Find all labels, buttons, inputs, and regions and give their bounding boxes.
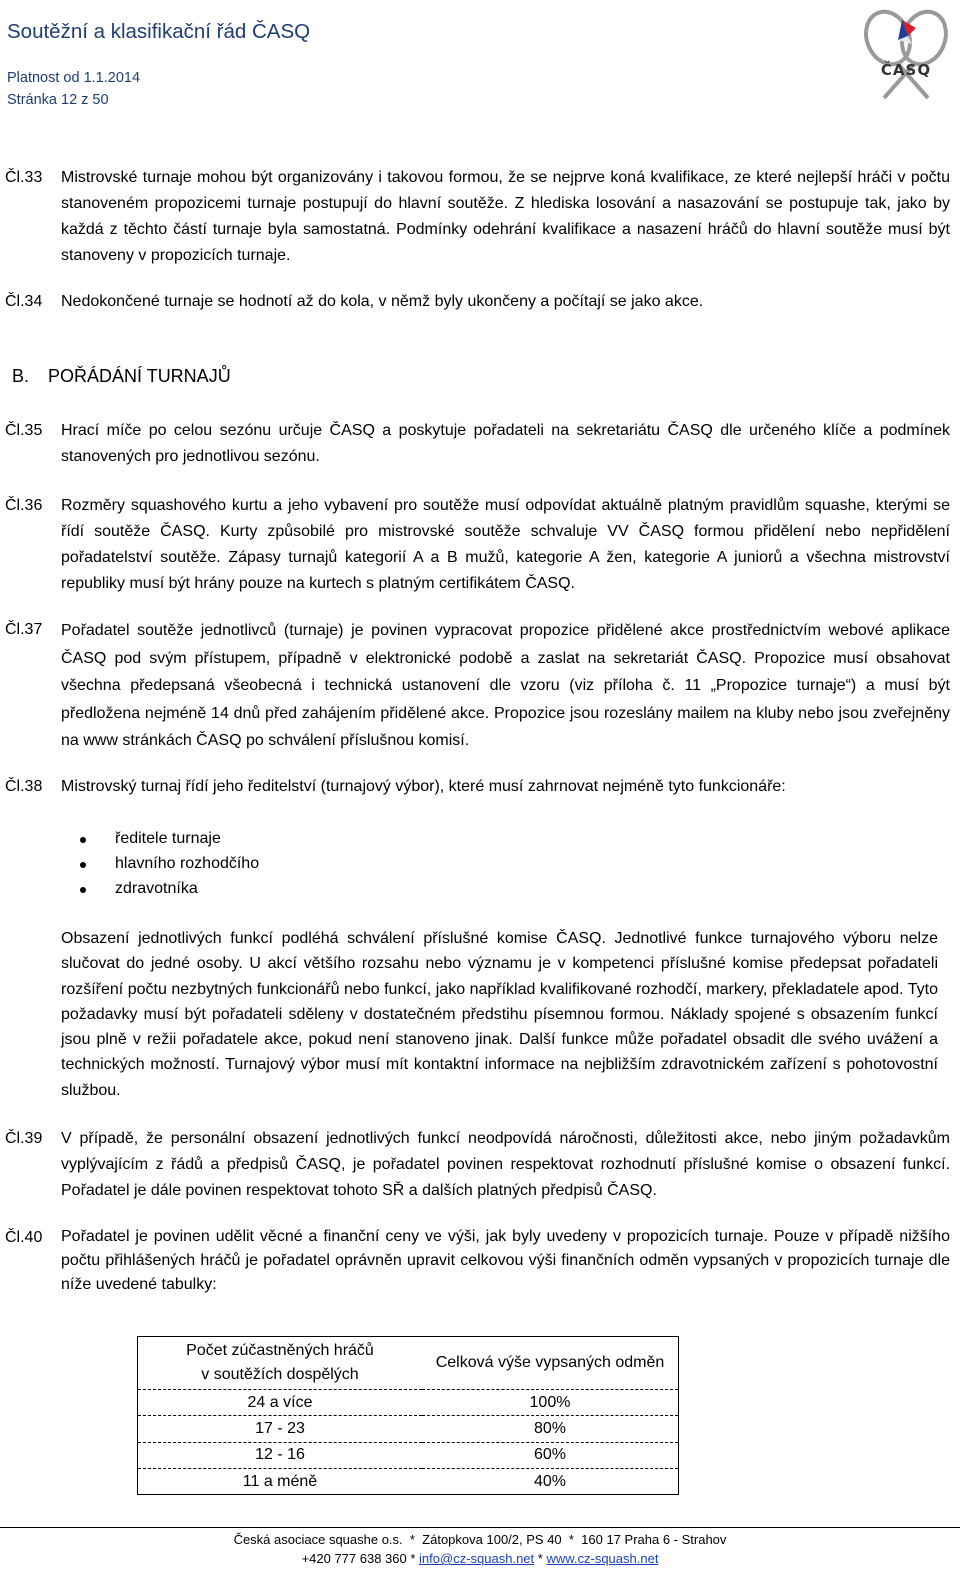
- footer-phone: +420 777 638 360: [301, 1551, 407, 1566]
- validity-date: Platnost od 1.1.2014: [7, 70, 141, 86]
- table-row: [138, 1468, 679, 1494]
- section-letter: B.: [12, 366, 30, 386]
- squash-rackets-logo-icon: [858, 6, 954, 102]
- article-text: Pořadatel soutěže jednotlivců (turnaje) je povinen vypracovat propozice přidělené akce prostřednictvím webové aplikace ČASQ pod svým přístupem, případně v elektronické podobě a zaslat na sekretariát ČASQ. Propozice musí obsahovat všechna předepsaná všeobecná i technická ustanovení dle vzoru (viz příloha č. 11 „Propozice turnaje“) a musí být předložena nejméně 14 dnů před zahájením přidělené akce. Propozice jsou rozeslány mailem na kluby nebo jsou zveřejněny na www stránkách ČASQ po schválení příslušnou komisí.: [61, 622, 950, 749]
- players-column-header: Počet zúčastněných hráčů v soutěžích dospělých: [138, 1337, 423, 1390]
- footer-contacts: +420 777 638 360 * info@cz-squash.net * www.cz-squash.net: [301, 1551, 659, 1566]
- table-header-row: [138, 1337, 679, 1390]
- article-40: [5, 1225, 950, 1297]
- article-text: Nedokončené turnaje se hodnotí až do kola, v němž byly ukončeny a počítají se jako akce.: [61, 293, 704, 310]
- article-text: Mistrovské turnaje mohou být organizovány i takovou formou, že se nejprve koná kvalifikace, ze které nejlepší hráči v počtu stanoveném propozicemi turnaje postupují do hlavní soutěže. Z hlediska losování a nasazování se postupuje tak, jako by každá z těchto částí turnaje byla samostatná. Podmínky odehrání kvalifikace a nasazení hráčů do hlavní soutěže musí být stanoveny v propozicích turnaje.: [61, 169, 950, 264]
- article-number: Čl.37: [5, 621, 43, 638]
- table-row: [138, 1390, 679, 1416]
- footer-address: Česká asociace squashe o.s. * Zátopkova 100/2, PS 40 * 160 17 Praha 6 - Strahov: [233, 1532, 727, 1547]
- page-number: Stránka 12 z 50: [7, 92, 109, 108]
- section-title: POŘÁDÁNÍ TURNAJŮ: [48, 366, 231, 386]
- article-text: Pořadatel je povinen udělit věcné a finanční ceny ve výši, jak byly uvedeny v propozicích turnaje. Pouze v případě nižšího počtu přihlášených hráčů je pořadatel oprávněn upravit celkovou výši finančních odměn vypsaných v propozicích turnaje dle níže uvedené tabulky:: [61, 1228, 950, 1293]
- article-number: Čl.34: [5, 293, 43, 310]
- article-text: Rozměry squashového kurtu a jeho vybavení pro soutěže musí odpovídat aktuálně platným pravidlům squashe, kterými se řídí soutěže ČASQ. Kurty způsobilé pro mistrovské soutěže schvaluje VV ČASQ formou přidělení nebo nepřidělení pořadatelství soutěže. Zápasy turnajů kategorií A a B mužů, kategorie A žen, kategorie A juniorů a všechna mistrovství republiky musí být hrány pouze na kurtech s platným certifikátem ČASQ.: [61, 497, 950, 592]
- section-heading: [12, 366, 231, 387]
- reward-cell: 100%: [422, 1390, 679, 1416]
- footer-divider: [0, 1527, 960, 1528]
- reward-cell: 80%: [422, 1416, 679, 1442]
- reward-column-header: Celková výše vypsaných odměn: [422, 1337, 679, 1390]
- article-33: [5, 165, 950, 269]
- document-title: Soutěžní a klasifikační řád ČASQ: [7, 20, 311, 43]
- article-39: [5, 1126, 950, 1204]
- reward-cell: 40%: [533, 1472, 567, 1490]
- reward-cell: 60%: [422, 1442, 679, 1468]
- article-number: Čl.33: [5, 169, 43, 186]
- article-number: Čl.36: [5, 497, 43, 514]
- article-38: [5, 774, 950, 800]
- reward-table: [137, 1336, 679, 1495]
- article-number: Čl.40: [5, 1229, 43, 1246]
- list-item: zdravotníka: [80, 876, 259, 901]
- officials-list: [80, 826, 259, 901]
- article-text: Mistrovský turnaj řídí jeho ředitelství (turnajový výbor), které musí zahrnovat nejméně tyto funkcionáře:: [61, 778, 786, 795]
- list-item: hlavního rozhodčího: [80, 851, 259, 876]
- article-35: [5, 418, 950, 470]
- players-cell: 24 a více: [138, 1390, 423, 1416]
- article-38-paragraph: Obsazení jednotlivých funkcí podléhá schválení příslušné komise ČASQ. Jednotlivé funkce turnajového výboru nelze slučovat do jedné osoby. U akcí většího rozsahu nebo významu je v kompetenci příslušné komise předepsat pořadateli rozšíření počtu nezbytných funkcionářů nebo funkcí, jako například kvalifikované rozhodčí, markery, překladatele apod. Tyto požadavky musí být pořadateli sděleny v dostatečném předstihu písemnou formou. Náklady spojené s obsazením funkcí jsou plně v režii pořadatele akce, pokud není stanoveno jinak. Další funkce může pořadatel obsadit dle svého uvážení a technických možností. Turnajový výbor musí mít kontaktní informace na nejbližším zdravotnickém zařízení s pohotovostní službou.: [61, 930, 938, 1099]
- footer-email-link[interactable]: info@cz-squash.net: [419, 1551, 535, 1566]
- players-cell: 17 - 23: [138, 1416, 423, 1442]
- article-34: [5, 289, 950, 315]
- casq-logo: [858, 6, 954, 102]
- list-item: ředitele turnaje: [80, 826, 259, 851]
- article-text: Hrací míče po celou sezónu určuje ČASQ a poskytuje pořadateli na sekretariátu ČASQ dle určeného klíče a podmínek stanovených pro jednotlivou sezónu.: [61, 422, 950, 465]
- bullet-icon: [80, 837, 86, 843]
- article-37: [5, 617, 950, 755]
- logo-text: ČASQ: [880, 61, 932, 79]
- bullet-icon: [80, 887, 86, 893]
- article-number: Čl.39: [5, 1130, 43, 1147]
- footer-web-link[interactable]: www.cz-squash.net: [546, 1551, 659, 1566]
- article-number: Čl.38: [5, 778, 43, 795]
- article-36: [5, 493, 950, 597]
- article-number: Čl.35: [5, 422, 43, 439]
- table-row: [138, 1416, 679, 1442]
- players-cell: 12 - 16: [138, 1442, 423, 1468]
- article-text: V případě, že personální obsazení jednotlivých funkcí neodpovídá náročnosti, důležitosti akce, nebo jiným požadavkům vyplývajícím z řádů a předpisů ČASQ, je pořadatel povinen respektovat rozhodnutí příslušné komise o obsazení funkcí. Pořadatel je dále povinen respektovat tohoto SŘ a dalších platných předpisů ČASQ.: [61, 1130, 950, 1199]
- table-row: [138, 1442, 679, 1468]
- bullet-icon: [80, 862, 86, 868]
- players-cell: 11 a méně: [242, 1472, 318, 1490]
